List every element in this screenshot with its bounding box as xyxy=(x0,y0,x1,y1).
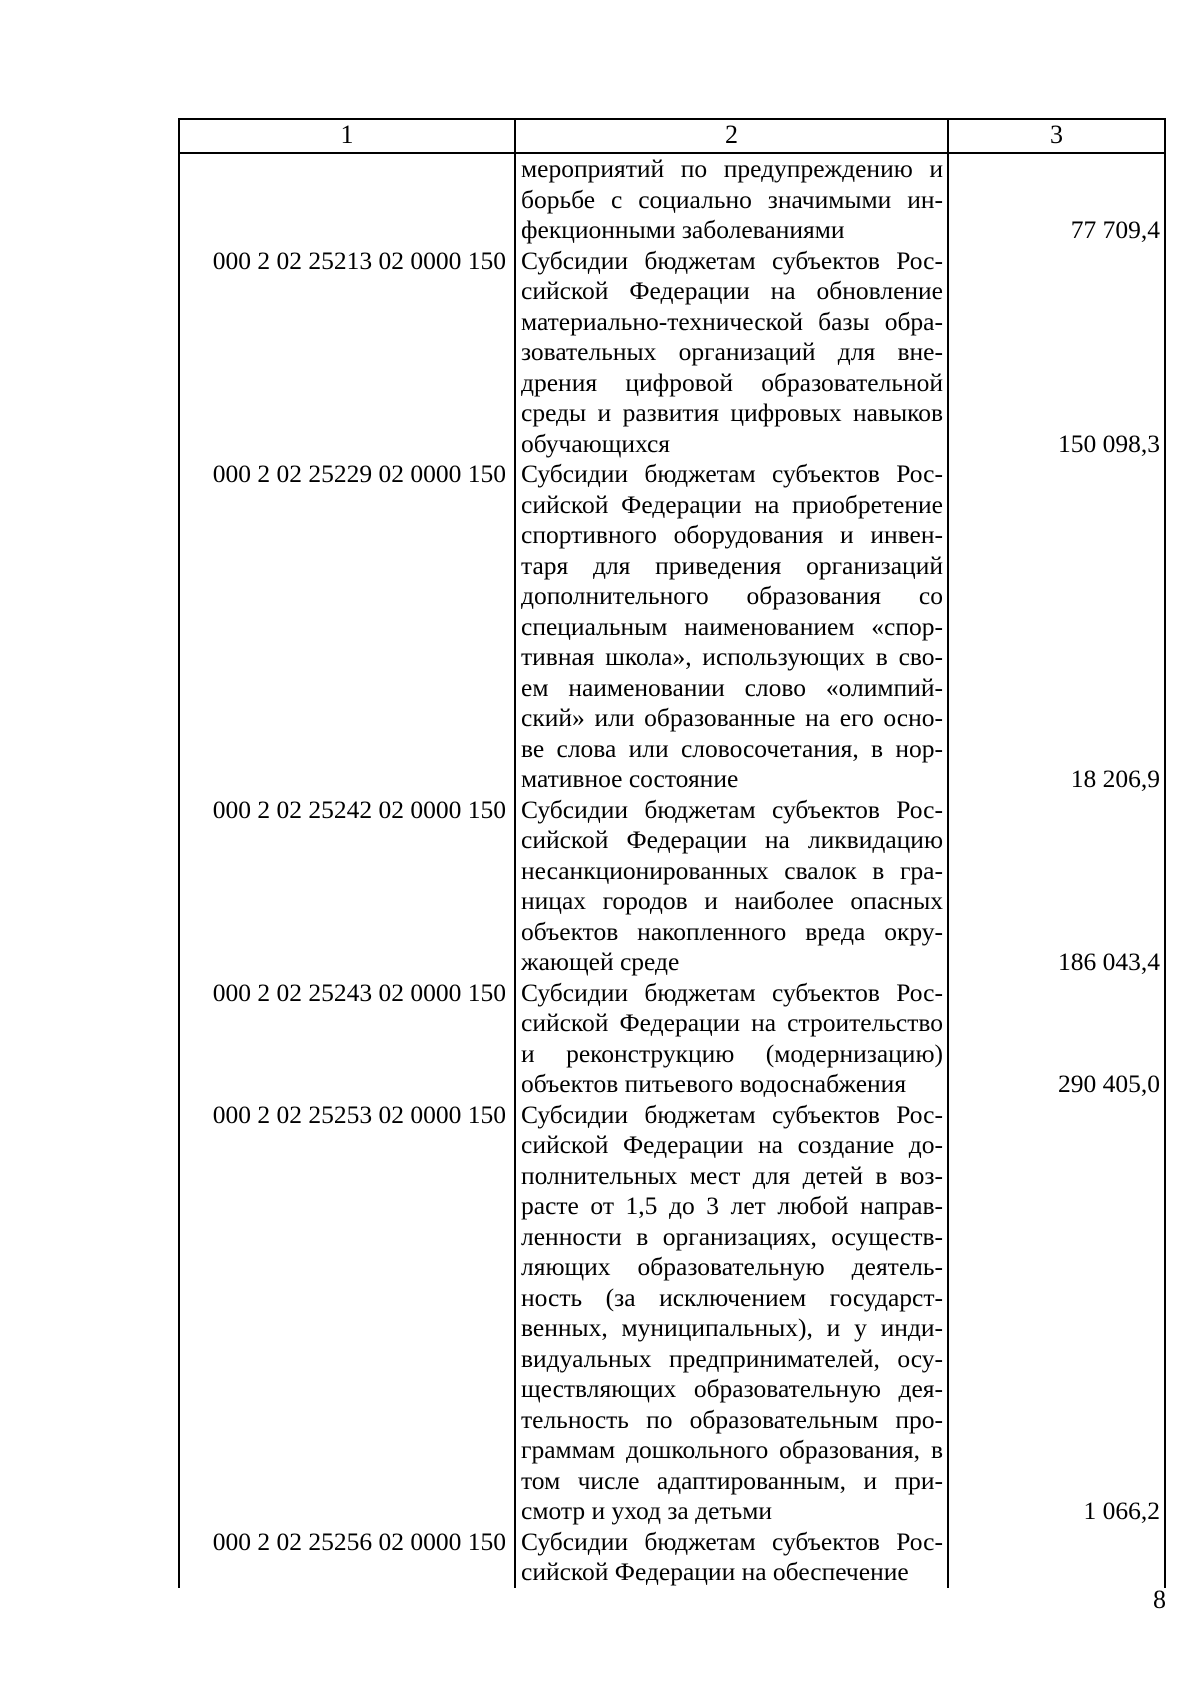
page-number: 8 xyxy=(1153,1585,1166,1614)
description-line: ем наименовании слово «олимпий- xyxy=(521,672,943,702)
description-line: тивная школа», использующих в сво- xyxy=(521,642,943,671)
table-body xyxy=(178,154,1166,1588)
description-line: ность (за исключением государст- xyxy=(521,1282,943,1312)
description-line: тельность по образовательным про- xyxy=(521,1404,943,1434)
budget-code-cell: 000 2 02 25229 02 0000 150 xyxy=(178,459,514,795)
description-line: обучающихся xyxy=(521,428,671,458)
description-line: полнительных мест для детей в воз- xyxy=(521,1160,943,1190)
description-line: венных, муниципальных), и у инди- xyxy=(521,1313,943,1342)
description-line: Субсидии бюджетам субъектов Рос- xyxy=(521,977,943,1007)
amount-value: 18 206,9 xyxy=(1070,764,1160,793)
amount-value: 290 405,0 xyxy=(1058,1069,1160,1098)
description-line: зовательных организаций для вне- xyxy=(521,337,943,366)
table-row xyxy=(178,246,1166,460)
table-header-row xyxy=(178,118,1166,154)
description-line: Субсидии бюджетам субъектов Рос- xyxy=(521,1526,943,1556)
description-line: сийской Федерации на обновление xyxy=(521,276,943,305)
description-line: расте от 1,5 до 3 лет любой направ- xyxy=(521,1191,943,1220)
description-line: борьбе с социально значимыми ин- xyxy=(521,184,943,214)
amount-cell xyxy=(947,978,1166,1100)
description-line: материально-технической базы обра- xyxy=(521,306,943,336)
budget-code-cell: 000 2 02 25243 02 0000 150 xyxy=(178,978,514,1100)
description-line: объектов питьевого водоснабжения xyxy=(521,1069,907,1098)
description-cell xyxy=(514,154,947,246)
description-line: сийской Федерации на обеспечение xyxy=(521,1557,909,1586)
amount-cell xyxy=(947,1100,1166,1527)
amount-cell xyxy=(947,1527,1166,1588)
amount-cell xyxy=(947,246,1166,460)
description-line: смотр и уход за детьми xyxy=(521,1496,772,1525)
description-cell xyxy=(514,978,947,1100)
column-header-1: 1 xyxy=(178,120,514,152)
description-line: Субсидии бюджетам субъектов Рос- xyxy=(521,794,943,824)
description-line: таря для приведения организаций xyxy=(521,550,943,580)
description-line: Субсидии бюджетам субъектов Рос- xyxy=(521,1099,943,1129)
description-line: спортивного оборудования и инвен- xyxy=(521,520,943,549)
budget-code-cell: 000 2 02 25242 02 0000 150 xyxy=(178,795,514,978)
description-line: ницах городов и наиболее опасных xyxy=(521,886,943,915)
description-line: дополнительного образования со xyxy=(521,581,943,610)
description-line: ленности в организациях, осуществ- xyxy=(521,1221,943,1251)
description-line: сийской Федерации на создание до- xyxy=(521,1130,943,1159)
description-cell xyxy=(514,795,947,978)
table-row xyxy=(178,1100,1166,1527)
table-row xyxy=(178,795,1166,978)
table-row xyxy=(178,154,1166,246)
amount-cell xyxy=(947,154,1166,246)
description-line: ский» или образованные на его осно- xyxy=(521,703,943,732)
description-cell xyxy=(514,459,947,795)
description-line: объектов накопленного вреда окру- xyxy=(521,916,943,946)
description-line: мативное состояние xyxy=(521,764,739,793)
amount-cell xyxy=(947,459,1166,795)
description-line: ществляющих образовательную дея- xyxy=(521,1374,943,1403)
budget-table xyxy=(178,118,1166,1588)
amount-value: 77 709,4 xyxy=(1070,215,1160,244)
amount-value: 186 043,4 xyxy=(1058,947,1160,976)
table-row xyxy=(178,978,1166,1100)
description-line: сийской Федерации на строительство xyxy=(521,1008,943,1037)
description-line: Субсидии бюджетам субъектов Рос- xyxy=(521,459,943,488)
description-line: Субсидии бюджетам субъектов Рос- xyxy=(521,245,943,275)
budget-code-cell xyxy=(178,154,514,246)
table-row xyxy=(178,459,1166,795)
budget-code-cell: 000 2 02 25213 02 0000 150 xyxy=(178,246,514,460)
budget-code-cell: 000 2 02 25253 02 0000 150 xyxy=(178,1100,514,1527)
description-line: мероприятий по предупреждению и xyxy=(521,154,943,183)
column-header-2: 2 xyxy=(514,120,947,152)
description-line: несанкционированных свалок в гра- xyxy=(521,855,943,885)
description-line: ляющих образовательную деятель- xyxy=(521,1252,943,1281)
table-row xyxy=(178,1527,1166,1588)
description-line: сийской Федерации на приобретение xyxy=(521,489,943,519)
column-header-3: 3 xyxy=(947,120,1166,152)
description-line: среды и развития цифровых навыков xyxy=(521,398,943,427)
description-line: специальным наименованием «спор- xyxy=(521,611,943,641)
budget-code-cell: 000 2 02 25256 02 0000 150 xyxy=(178,1527,514,1588)
description-line: граммам дошкольного образования, в xyxy=(521,1435,943,1464)
description-line: ве слова или словосочетания, в нор- xyxy=(521,733,943,763)
amount-value: 150 098,3 xyxy=(1058,428,1160,458)
amount-cell xyxy=(947,795,1166,978)
description-line: жающей среде xyxy=(521,947,680,976)
description-line: том числе адаптированным, и при- xyxy=(521,1465,943,1495)
description-line: видуальных предпринимателей, осу- xyxy=(521,1343,943,1373)
description-cell xyxy=(514,1100,947,1527)
description-cell xyxy=(514,1527,947,1588)
description-line: и реконструкцию (модернизацию) xyxy=(521,1038,943,1068)
description-cell xyxy=(514,246,947,460)
description-line: дрения цифровой образовательной xyxy=(521,367,943,397)
description-line: фекционными заболеваниями xyxy=(521,215,845,244)
amount-value: 1 066,2 xyxy=(1083,1496,1160,1525)
description-line: сийской Федерации на ликвидацию xyxy=(521,825,943,854)
